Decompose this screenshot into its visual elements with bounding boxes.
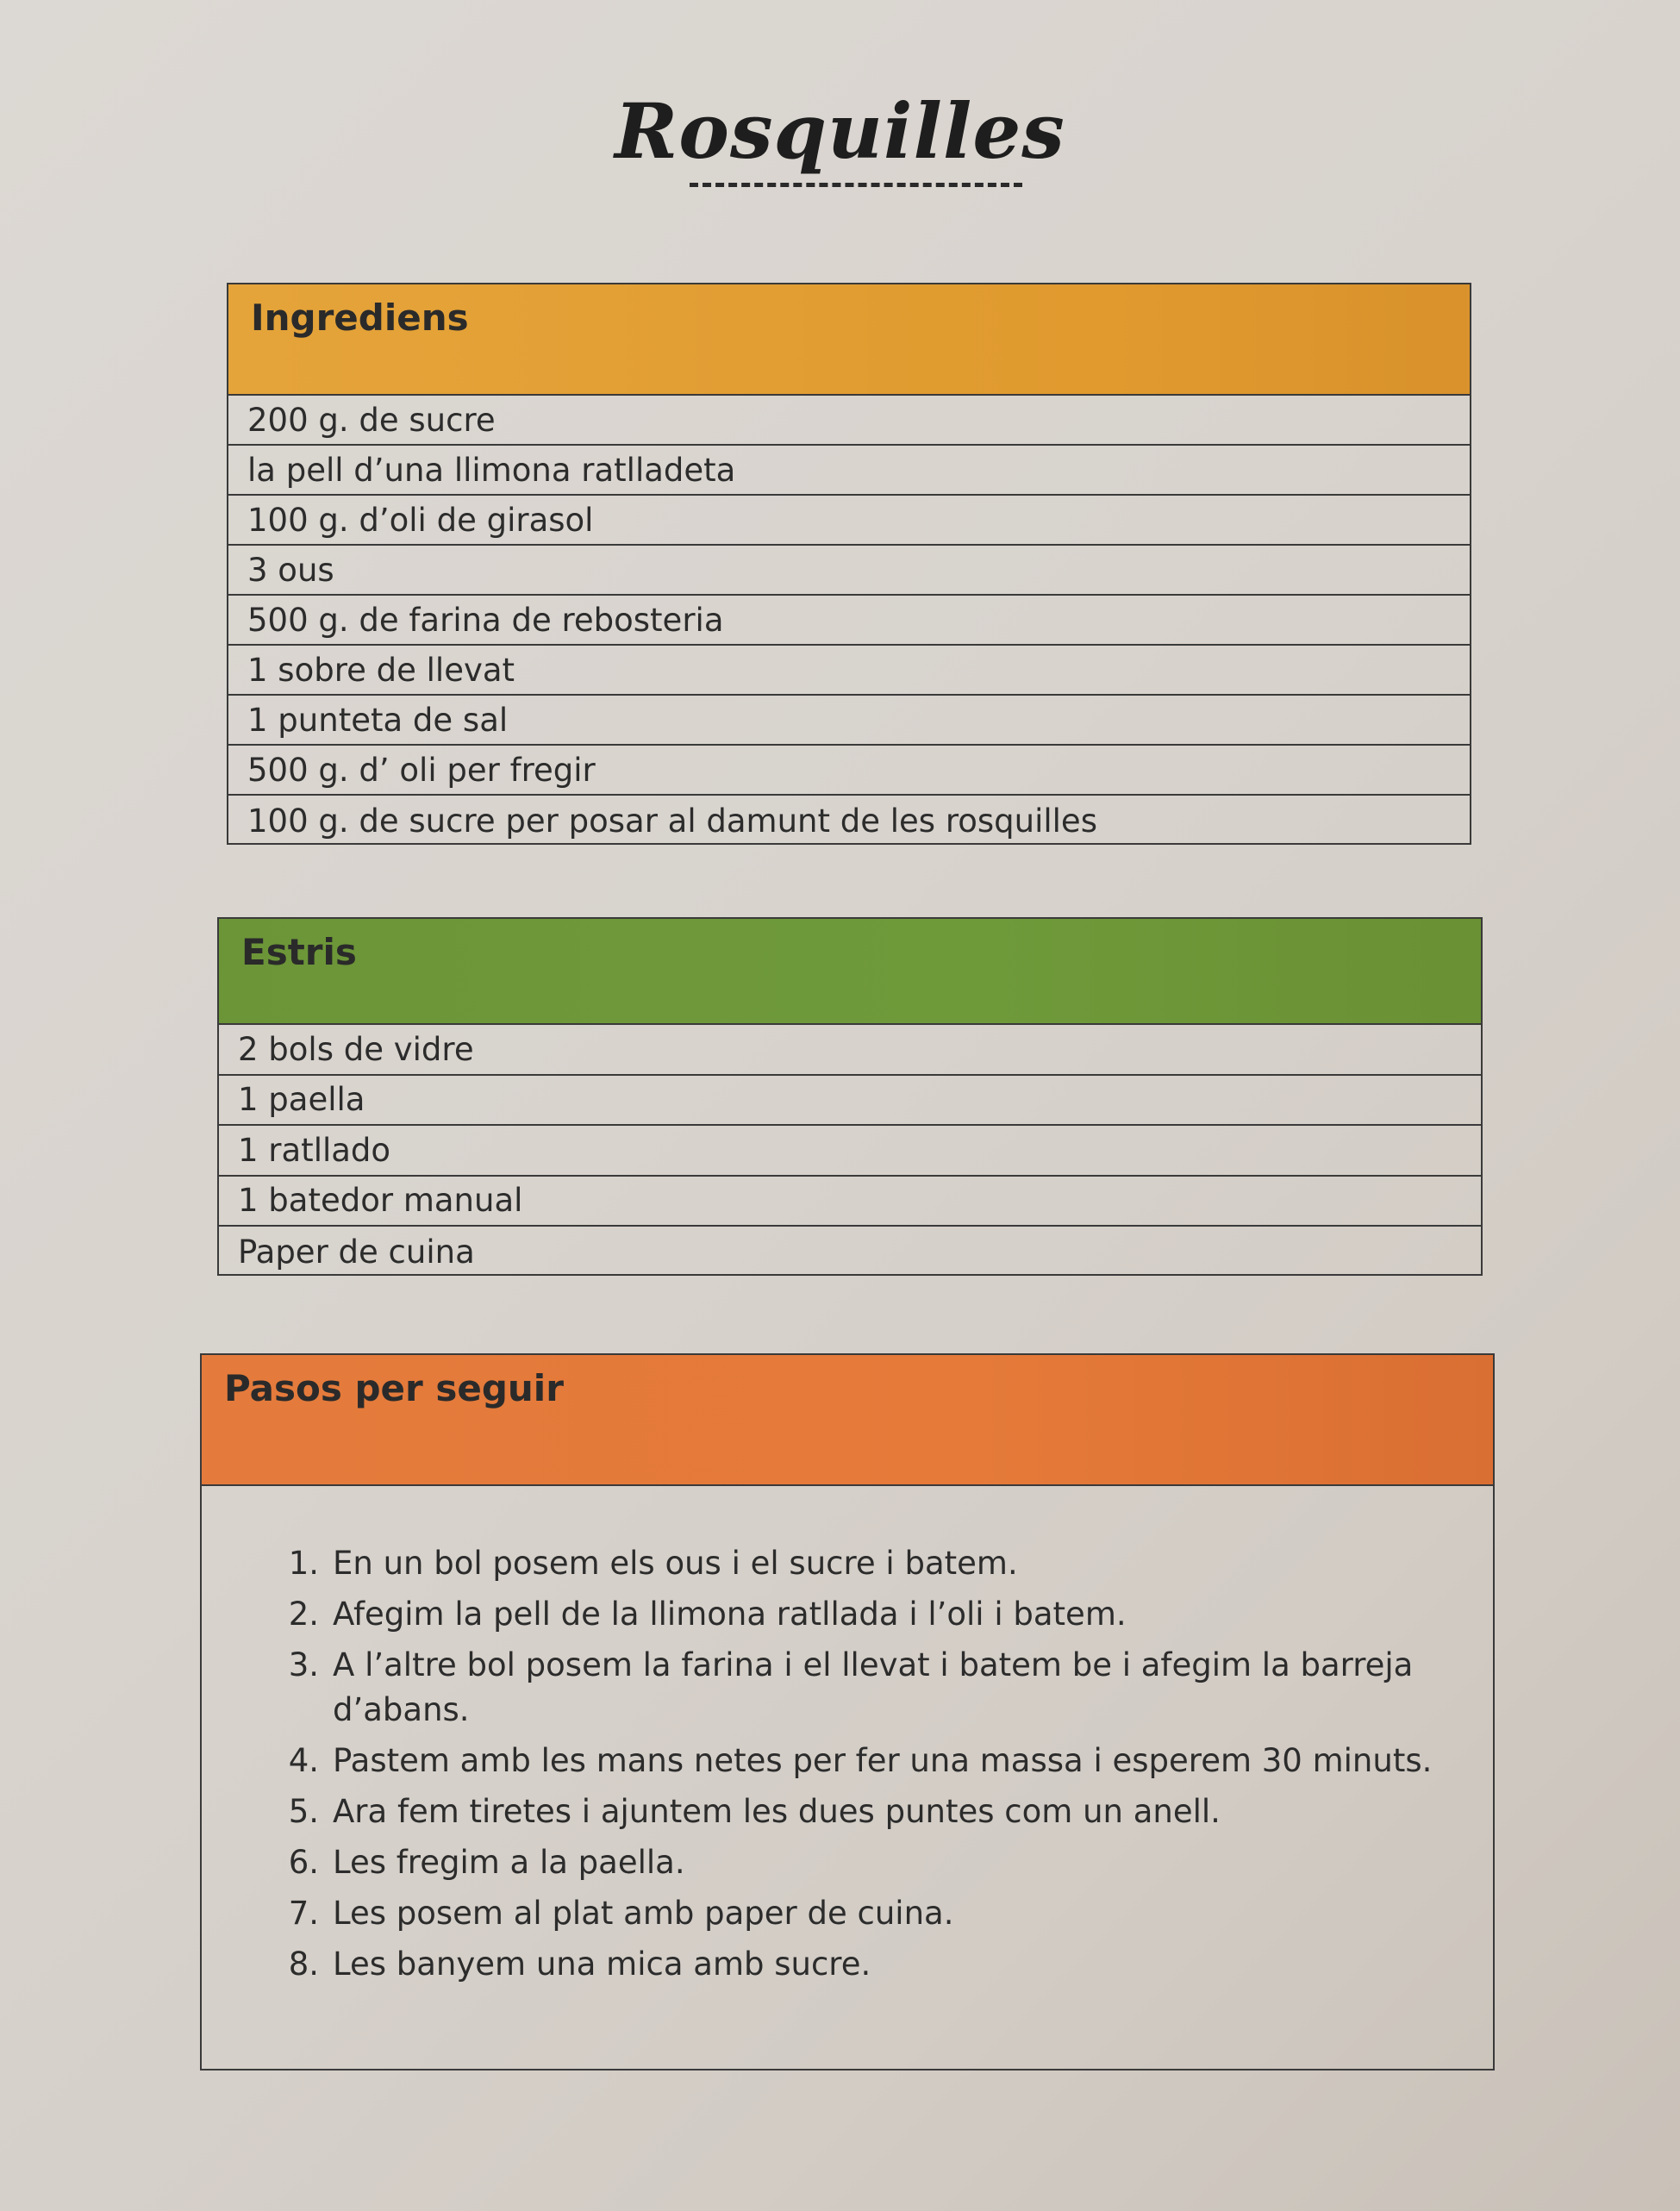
step-text: A l’altre bol posem la farina i el llevat i batem be i afegim la barreja d’abans. <box>333 1646 1414 1728</box>
step-number: 2. <box>288 1596 319 1633</box>
step-text: Afegim la pell de la llimona ratllada i l’oli i batem. <box>333 1596 1127 1633</box>
tools-header: Estris <box>219 919 1481 1025</box>
ingredient-row: 200 g. de sucre <box>228 396 1470 446</box>
tool-row: 1 batedor manual <box>219 1177 1481 1227</box>
steps-table <box>200 1353 1495 2070</box>
ingredient-row: 100 g. d’oli de girasol <box>228 496 1470 546</box>
step-number: 8. <box>288 1946 319 1983</box>
tool-row: 1 ratllado <box>219 1126 1481 1177</box>
step-text: Les posem al plat amb paper de cuina. <box>333 1895 954 1932</box>
step-text: Pastem amb les mans netes per fer una massa i esperem 30 minuts. <box>333 1742 1433 1779</box>
ingredients-table <box>227 283 1471 845</box>
tool-row: Paper de cuina <box>238 1233 475 1271</box>
step-item <box>271 1541 1467 1586</box>
ingredient-row: 3 ous <box>228 546 1470 596</box>
step-item <box>271 1789 1467 1834</box>
step-text: Les fregim a la paella. <box>333 1844 685 1881</box>
step-number: 4. <box>288 1742 319 1779</box>
tools-table <box>217 917 1483 1276</box>
ingredient-row: 100 g. de sucre per posar al damunt de les rosquilles <box>247 802 1097 840</box>
step-item <box>271 1592 1467 1637</box>
step-item <box>271 1891 1467 1936</box>
step-item <box>271 1643 1467 1733</box>
page-title: Rosquilles <box>615 86 1065 176</box>
step-item <box>271 1942 1467 1987</box>
step-number: 1. <box>288 1545 319 1582</box>
tool-row: 2 bols de vidre <box>219 1025 1481 1076</box>
ingredient-row: 1 punteta de sal <box>228 696 1470 746</box>
ingredients-header: Ingrediens <box>228 284 1470 396</box>
steps-list <box>271 1541 1467 1993</box>
step-text: En un bol posem els ous i el sucre i batem. <box>333 1545 1018 1582</box>
step-number: 7. <box>288 1895 319 1932</box>
step-item <box>271 1739 1467 1783</box>
step-number: 6. <box>288 1844 319 1881</box>
ingredient-row: 1 sobre de llevat <box>228 646 1470 696</box>
title-underline <box>690 183 1022 187</box>
step-text: Ara fem tiretes i ajuntem les dues puntes com un anell. <box>333 1793 1221 1830</box>
steps-header: Pasos per seguir <box>202 1355 1493 1486</box>
ingredient-row: 500 g. d’ oli per fregir <box>228 746 1470 796</box>
tool-row: 1 paella <box>219 1076 1481 1127</box>
ingredient-row: 500 g. de farina de rebosteria <box>228 596 1470 646</box>
ingredient-row: la pell d’una llimona ratlladeta <box>228 446 1470 496</box>
step-number: 3. <box>288 1646 319 1683</box>
step-text: Les banyem una mica amb sucre. <box>333 1946 871 1983</box>
step-item <box>271 1840 1467 1885</box>
step-number: 5. <box>288 1793 319 1830</box>
